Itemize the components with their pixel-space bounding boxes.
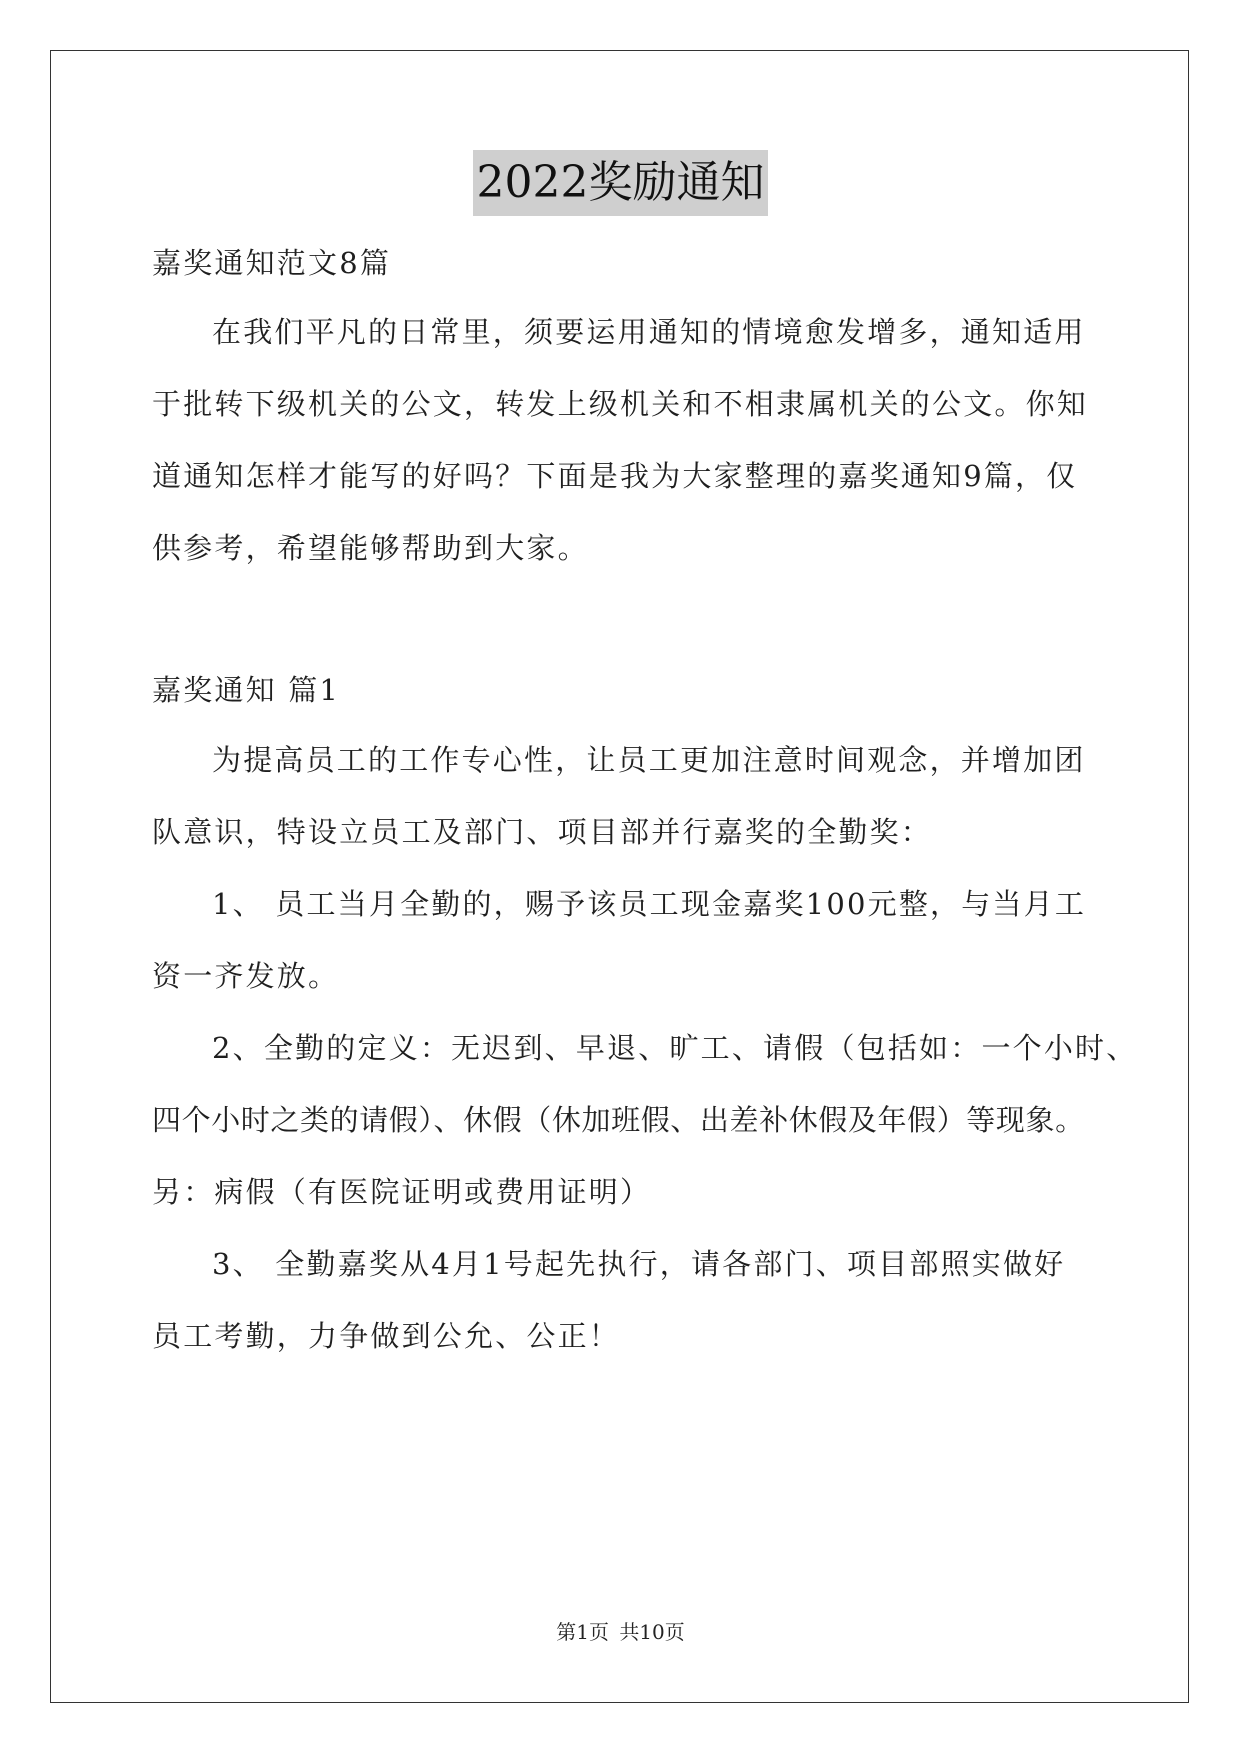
section-heading: 嘉奖通知 篇1 bbox=[152, 673, 341, 707]
intro-line-4: 供参考，希望能够帮助到大家。 bbox=[152, 531, 589, 565]
document-title: 2022奖励通知 bbox=[473, 150, 769, 216]
intro-line-1: 在我们平凡的日常里，须要运用通知的情境愈发增多，通知适用 bbox=[212, 315, 1086, 349]
body-line-1: 为提高员工的工作专心性，让员工更加注意时间观念，并增加团 bbox=[212, 743, 1086, 777]
body-line-6: 四个小时之类的请假）、休假（休加班假、出差补休假及年假）等现象。 bbox=[152, 1103, 1085, 1137]
body-line-4: 资一齐发放。 bbox=[152, 959, 340, 993]
intro-line-3: 道通知怎样才能写的好吗？下面是我为大家整理的嘉奖通知9篇，仅 bbox=[152, 459, 1078, 493]
intro-line-2: 于批转下级机关的公文，转发上级机关和不相隶属机关的公文。你知 bbox=[152, 387, 1089, 421]
body-line-8: 3、 全勤嘉奖从4月1号起先执行，请各部门、项目部照实做好 bbox=[212, 1247, 1066, 1281]
document-subtitle: 嘉奖通知范文8篇 bbox=[152, 246, 392, 280]
page-total: 共10页 bbox=[619, 1620, 685, 1644]
body-line-3: 1、 员工当月全勤的，赐予该员工现金嘉奖100元整，与当月工 bbox=[212, 887, 1087, 921]
page-number: 第1页 bbox=[556, 1620, 609, 1644]
page-footer bbox=[0, 1618, 1241, 1646]
page-border bbox=[50, 50, 1189, 1703]
body-line-7: 另：病假（有医院证明或费用证明） bbox=[152, 1175, 652, 1209]
body-line-9: 员工考勤，力争做到公允、公正！ bbox=[152, 1319, 621, 1353]
body-line-2: 队意识，特设立员工及部门、项目部并行嘉奖的全勤奖： bbox=[152, 815, 933, 849]
body-line-5: 2、全勤的定义：无迟到、早退、旷工、请假（包括如：一个小时、 bbox=[212, 1031, 1138, 1065]
title-container bbox=[0, 150, 1241, 216]
